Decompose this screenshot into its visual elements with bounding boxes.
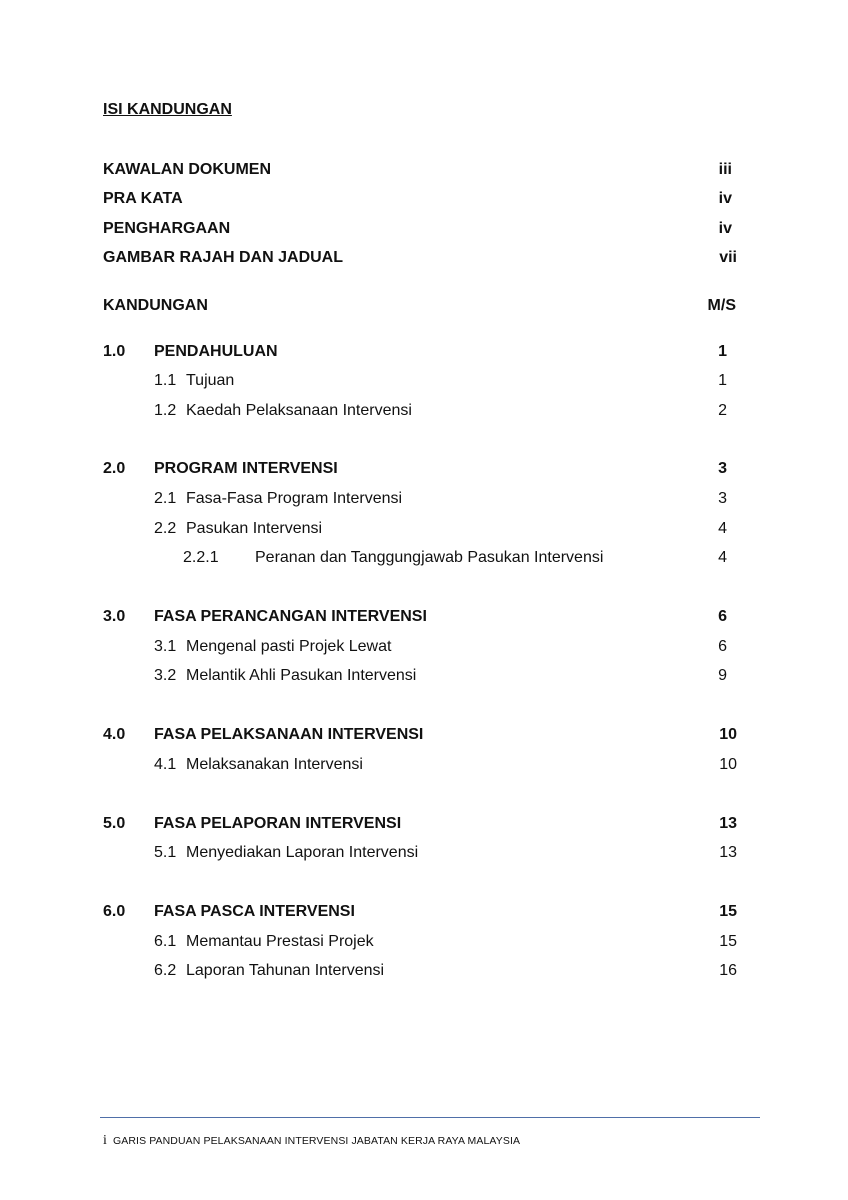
subsection-title: Melaksanakan Intervensi — [186, 756, 363, 773]
subsection-title: Memantau Prestasi Projek — [186, 933, 374, 950]
subsection-title: Pasukan Intervensi — [186, 520, 323, 537]
subsection-title: Kaedah Pelaksanaan Intervensi — [186, 402, 412, 419]
toc-front-page: vii — [719, 249, 737, 266]
subsection-number: 3.1 — [154, 638, 177, 655]
section-page: 15 — [719, 903, 737, 920]
subsection-page: 13 — [719, 844, 737, 861]
subsection-number: 3.2 — [154, 667, 177, 684]
contents-header-label: KANDUNGAN — [103, 297, 208, 314]
subsection-page: 2 — [718, 402, 727, 419]
subsection-page: 6 — [718, 638, 727, 655]
section-page: 13 — [719, 815, 737, 832]
toc-front-page: iv — [718, 220, 732, 237]
footer-text: GARIS PANDUAN PELAKSANAAN INTERVENSI JABATAN KERJA RAYA MALAYSIA — [113, 1135, 521, 1147]
subsection-number: 2.2 — [154, 520, 177, 537]
toc-front-label: PRA KATA — [103, 190, 183, 207]
subsection-page: 16 — [719, 962, 737, 979]
subsection-page: 15 — [719, 933, 737, 950]
section-number: 5.0 — [103, 815, 126, 832]
section-page: 6 — [718, 608, 727, 625]
section-title: PROGRAM INTERVENSI — [154, 460, 338, 477]
toc-front-label: PENGHARGAAN — [103, 220, 231, 237]
subsubsection-title: Peranan dan Tanggungjawab Pasukan Intervensi — [255, 549, 604, 566]
section-number: 3.0 — [103, 608, 126, 625]
section-page: 3 — [718, 460, 727, 477]
section-page: 10 — [719, 726, 737, 743]
subsection-page: 3 — [718, 490, 727, 507]
subsection-title: Tujuan — [186, 372, 235, 389]
section-title: FASA PASCA INTERVENSI — [154, 903, 355, 920]
section-title: FASA PELAKSANAAN INTERVENSI — [154, 726, 424, 743]
section-title: PENDAHULUAN — [154, 343, 278, 360]
subsection-title: Laporan Tahunan Intervensi — [186, 962, 385, 979]
subsection-number: 4.1 — [154, 756, 177, 773]
section-number: 6.0 — [103, 903, 126, 920]
section-number: 4.0 — [103, 726, 126, 743]
subsection-number: 1.2 — [154, 402, 177, 419]
subsection-title: Menyediakan Laporan Intervensi — [186, 844, 419, 861]
subsection-page: 1 — [718, 372, 727, 389]
subsection-page: 4 — [718, 520, 727, 537]
subsection-number: 1.1 — [154, 372, 177, 389]
toc-front-page: iii — [718, 161, 732, 178]
section-number: 2.0 — [103, 460, 126, 477]
section-page: 1 — [718, 343, 727, 360]
contents-header-page-label: M/S — [707, 297, 736, 314]
section-title: FASA PELAPORAN INTERVENSI — [154, 815, 402, 832]
subsection-page: 9 — [718, 667, 727, 684]
toc-front-label: GAMBAR RAJAH DAN JADUAL — [103, 249, 343, 266]
subsection-number: 6.1 — [154, 933, 177, 950]
section-title: FASA PERANCANGAN INTERVENSI — [154, 608, 427, 625]
toc-front-label: KAWALAN DOKUMEN — [103, 161, 271, 178]
footer-divider — [100, 1117, 760, 1118]
subsubsection-page: 4 — [718, 549, 727, 566]
subsection-number: 5.1 — [154, 844, 177, 861]
subsection-title: Fasa-Fasa Program Intervensi — [186, 490, 403, 507]
section-number: 1.0 — [103, 343, 126, 360]
footer-page-number: i — [103, 1133, 107, 1148]
subsubsection-number: 2.2.1 — [183, 549, 219, 566]
toc-heading: ISI KANDUNGAN — [103, 101, 232, 118]
toc-front-page: iv — [718, 190, 732, 207]
subsection-page: 10 — [719, 756, 737, 773]
subsection-number: 6.2 — [154, 962, 177, 979]
subsection-title: Melantik Ahli Pasukan Intervensi — [186, 667, 417, 684]
subsection-title: Mengenal pasti Projek Lewat — [186, 638, 392, 655]
subsection-number: 2.1 — [154, 490, 177, 507]
